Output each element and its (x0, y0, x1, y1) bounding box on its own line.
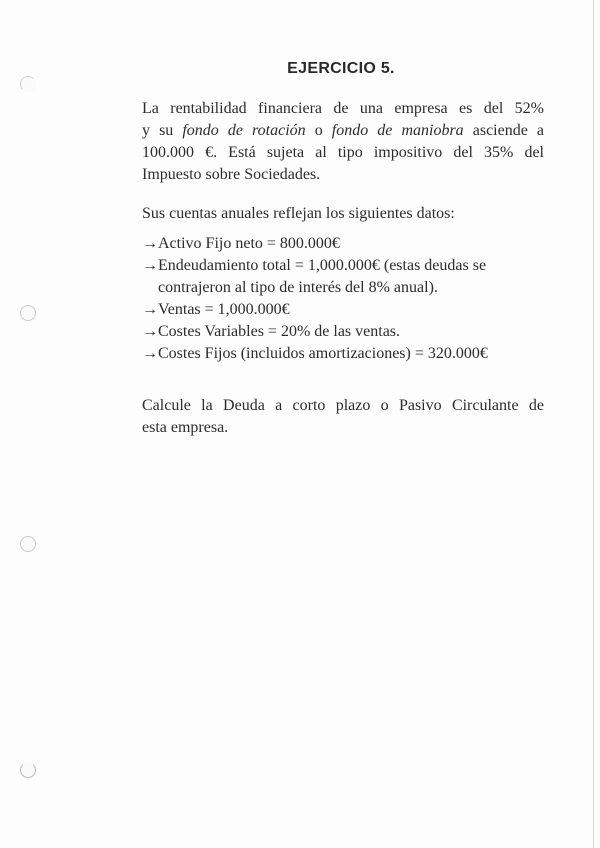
intro-text: asciende a (463, 122, 544, 139)
data-intro: Sus cuentas anuales reflejan los siguientes datos: (142, 205, 455, 222)
data-list (142, 233, 544, 365)
intro-line (142, 120, 544, 142)
intro-paragraph (142, 98, 544, 186)
exercise-title: EJERCICIO 5. (287, 60, 395, 77)
binder-hole (20, 76, 36, 92)
question-line: esta empresa. (142, 419, 229, 436)
binder-hole (20, 762, 36, 778)
term-fondo-maniobra: fondo de maniobra (331, 122, 464, 139)
intro-line: 100.000 €. Está sujeta al tipo impositivo del 35% del (142, 144, 544, 161)
intro-line: La rentabilidad financiera de una empresa es del 52% (142, 100, 544, 117)
list-item: →Endeudamiento total = 1,000.000€ (estas deudas se (142, 257, 487, 274)
binder-hole (20, 305, 36, 321)
page-edge (593, 0, 594, 848)
term-fondo-rotacion: fondo de rotación (182, 122, 306, 139)
intro-text: o (305, 122, 332, 139)
binder-hole (20, 536, 36, 552)
list-item: →Activo Fijo neto = 800.000€ (142, 235, 340, 252)
intro-text: y su (142, 122, 183, 139)
list-item: →Costes Fijos (incluidos amortizaciones) = 320.000€ (142, 345, 488, 362)
list-item: →Ventas = 1,000.000€ (142, 301, 290, 318)
list-item-continuation: contrajeron al tipo de interés del 8% anual). (158, 279, 438, 296)
question-line: Calcule la Deuda a corto plazo o Pasivo Circulante de (142, 397, 544, 414)
list-item: →Costes Variables = 20% de las ventas. (142, 323, 401, 340)
question-paragraph (142, 395, 544, 439)
intro-line: Impuesto sobre Sociedades. (142, 166, 321, 183)
